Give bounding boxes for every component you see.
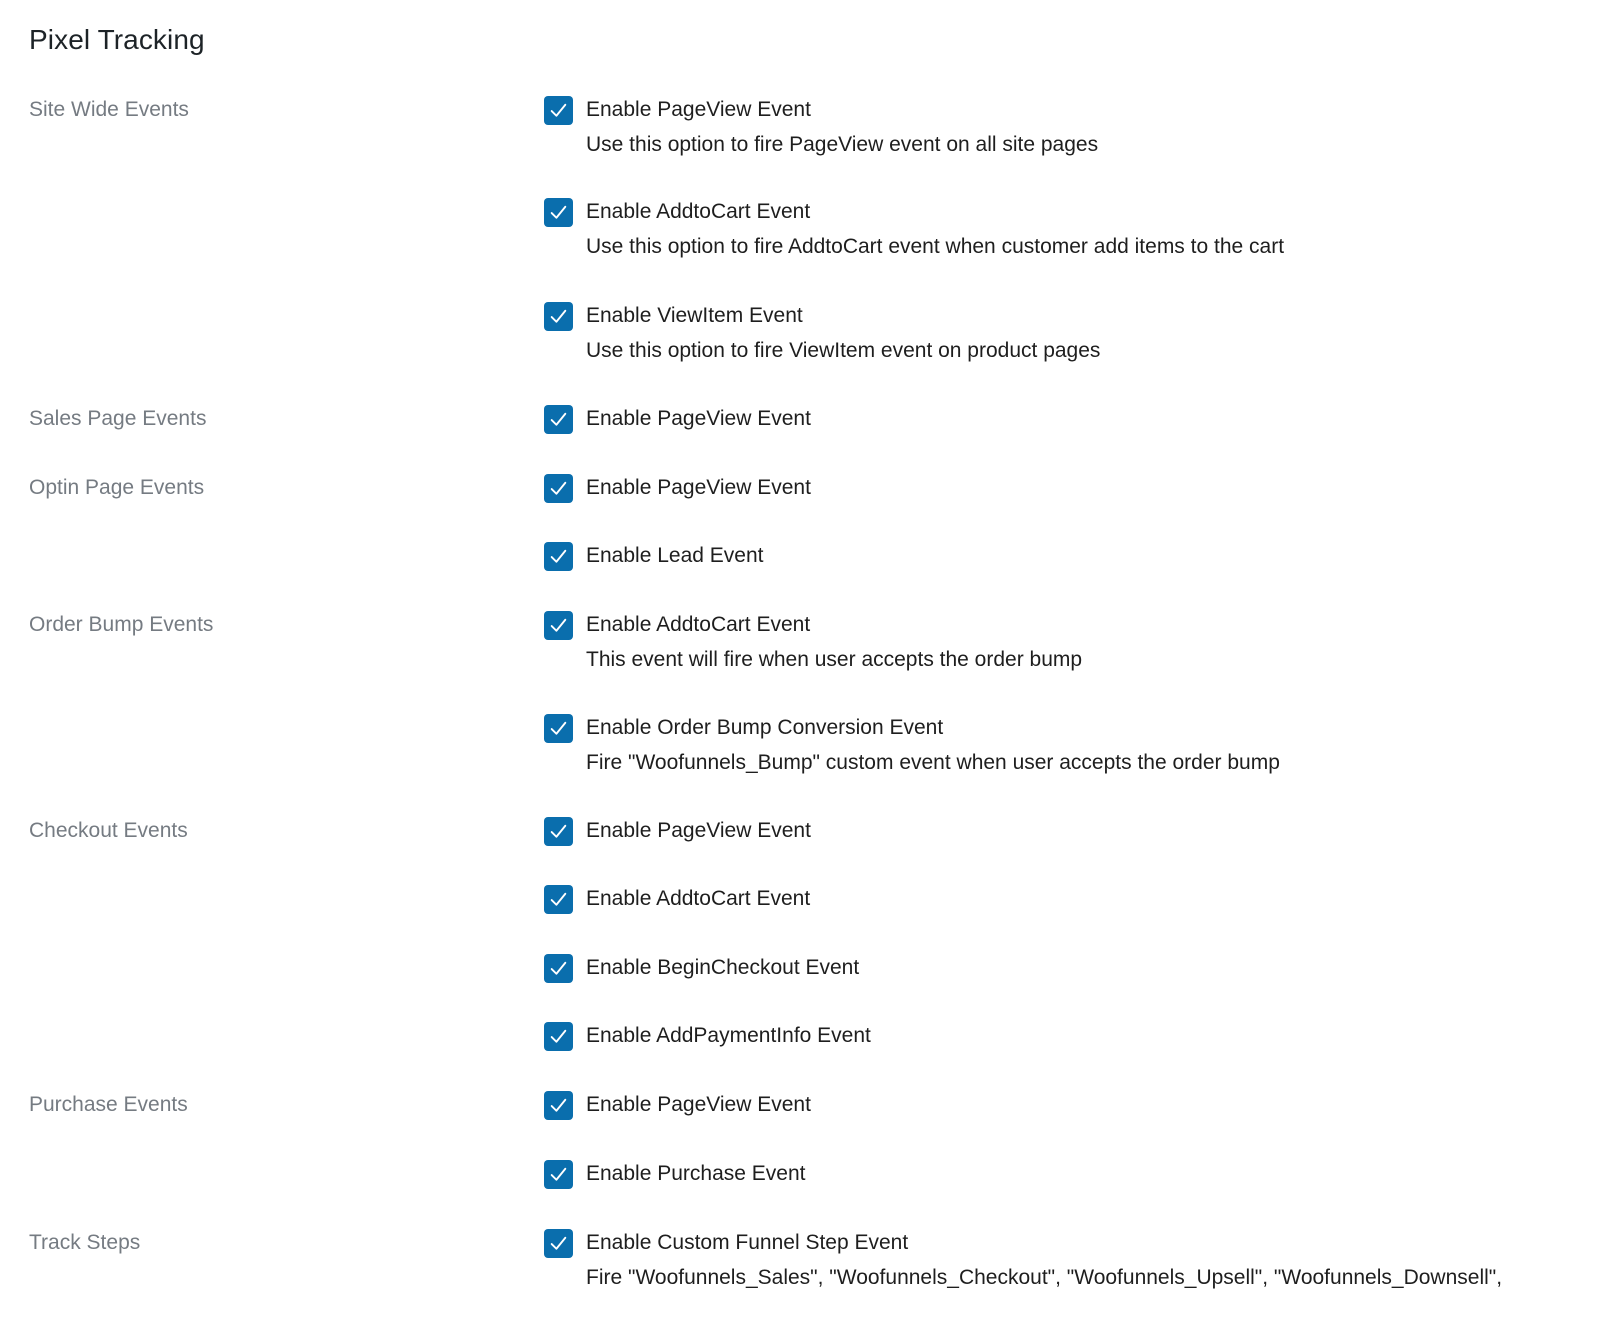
- option-purchase-purchase: [544, 1160, 805, 1188]
- checkmark-icon: [548, 821, 569, 842]
- checkmark-icon: [548, 100, 569, 121]
- option-site-wide-viewitem: [544, 302, 1100, 365]
- checkbox-checkout-begincheckout[interactable]: [544, 954, 573, 983]
- option-label[interactable]: Enable BeginCheckout Event: [586, 956, 860, 979]
- checkmark-icon: [548, 889, 569, 910]
- option-bump-addtocart: [544, 611, 1082, 674]
- option-description: Use this option to fire PageView event on all site pages: [586, 133, 1099, 156]
- section-label-optin-page-events: Optin Page Events: [29, 476, 205, 499]
- checkbox-site-wide-viewitem[interactable]: [544, 302, 573, 331]
- checkbox-bump-addtocart[interactable]: [544, 611, 573, 640]
- checkbox-sales-pageview[interactable]: [544, 405, 573, 434]
- option-label[interactable]: Enable PageView Event: [586, 98, 811, 121]
- option-purchase-pageview: [544, 1091, 811, 1119]
- option-label[interactable]: Enable AddPaymentInfo Event: [586, 1024, 871, 1047]
- checkmark-icon: [548, 1026, 569, 1047]
- checkmark-icon: [548, 546, 569, 567]
- checkbox-optin-lead[interactable]: [544, 542, 573, 571]
- option-label[interactable]: Enable Purchase Event: [586, 1162, 806, 1185]
- checkbox-track-custom-step[interactable]: [544, 1229, 573, 1258]
- checkmark-icon: [548, 202, 569, 223]
- option-optin-pageview: [544, 474, 811, 502]
- option-label[interactable]: Enable Lead Event: [586, 544, 764, 567]
- section-label-checkout-events: Checkout Events: [29, 819, 188, 842]
- option-site-wide-pageview: [544, 96, 1098, 159]
- checkmark-icon: [548, 306, 569, 327]
- option-track-custom-step: [544, 1229, 1502, 1292]
- option-site-wide-addtocart: [544, 198, 1284, 261]
- option-label[interactable]: Enable AddtoCart Event: [586, 613, 811, 636]
- checkmark-icon: [548, 409, 569, 430]
- checkmark-icon: [548, 478, 569, 499]
- option-label[interactable]: Enable ViewItem Event: [586, 304, 803, 327]
- option-checkout-addpaymentinfo: [544, 1022, 871, 1050]
- option-checkout-addtocart: [544, 885, 810, 913]
- checkmark-icon: [548, 1164, 569, 1185]
- option-description: Fire "Woofunnels_Sales", "Woofunnels_Checkout", "Woofunnels_Upsell", "Woofunnels_Downsell",: [586, 1266, 1503, 1289]
- page-title: Pixel Tracking: [29, 24, 205, 55]
- checkbox-checkout-addpaymentinfo[interactable]: [544, 1022, 573, 1051]
- option-label[interactable]: Enable AddtoCart Event: [586, 887, 811, 910]
- checkbox-optin-pageview[interactable]: [544, 474, 573, 503]
- checkbox-site-wide-addtocart[interactable]: [544, 198, 573, 227]
- checkmark-icon: [548, 1233, 569, 1254]
- option-bump-conversion: [544, 714, 1280, 777]
- option-label[interactable]: Enable PageView Event: [586, 1093, 811, 1116]
- section-label-purchase-events: Purchase Events: [29, 1093, 188, 1116]
- option-description: Use this option to fire ViewItem event on product pages: [586, 339, 1101, 362]
- checkbox-checkout-addtocart[interactable]: [544, 885, 573, 914]
- option-label[interactable]: Enable PageView Event: [586, 407, 811, 430]
- section-label-track-steps: Track Steps: [29, 1231, 141, 1254]
- option-label[interactable]: Enable Custom Funnel Step Event: [586, 1231, 909, 1254]
- checkmark-icon: [548, 958, 569, 979]
- option-label[interactable]: Enable Order Bump Conversion Event: [586, 716, 944, 739]
- option-label[interactable]: Enable PageView Event: [586, 819, 811, 842]
- option-description: Use this option to fire AddtoCart event when customer add items to the cart: [586, 235, 1285, 258]
- option-description: Fire "Woofunnels_Bump" custom event when user accepts the order bump: [586, 751, 1280, 774]
- option-checkout-pageview: [544, 817, 811, 845]
- section-label-sales-page-events: Sales Page Events: [29, 407, 207, 430]
- checkmark-icon: [548, 615, 569, 636]
- option-optin-lead: [544, 542, 763, 570]
- checkbox-checkout-pageview[interactable]: [544, 817, 573, 846]
- option-description: This event will fire when user accepts the order bump: [586, 648, 1083, 671]
- option-checkout-begincheckout: [544, 954, 859, 982]
- checkbox-purchase-pageview[interactable]: [544, 1091, 573, 1120]
- section-label-order-bump-events: Order Bump Events: [29, 613, 214, 636]
- checkmark-icon: [548, 1095, 569, 1116]
- checkmark-icon: [548, 718, 569, 739]
- option-label[interactable]: Enable AddtoCart Event: [586, 200, 811, 223]
- option-sales-pageview: [544, 405, 811, 433]
- checkbox-bump-conversion[interactable]: [544, 714, 573, 743]
- checkbox-site-wide-pageview[interactable]: [544, 96, 573, 125]
- checkbox-purchase-purchase[interactable]: [544, 1160, 573, 1189]
- option-label[interactable]: Enable PageView Event: [586, 476, 811, 499]
- section-label-site-wide-events: Site Wide Events: [29, 98, 189, 121]
